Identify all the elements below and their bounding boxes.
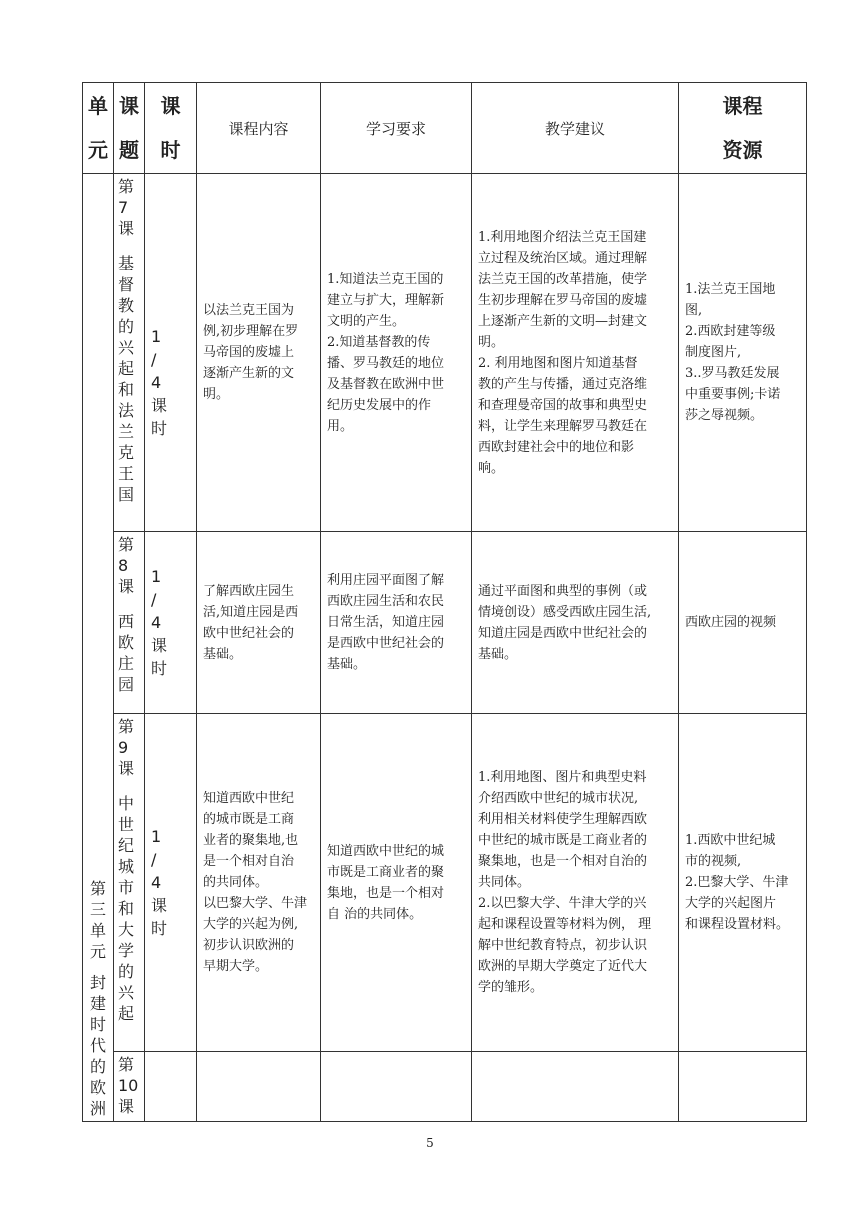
lesson-char: 9 (118, 738, 129, 757)
lesson-char: 克 (118, 443, 135, 462)
suggestions-cell (472, 1052, 679, 1122)
lesson-char: 欧 (118, 633, 135, 652)
header-suggestions: 教学建议 (472, 83, 679, 174)
requirements-cell: 1.知道法兰克王国的 建立与扩大，理解新 文明的产生。 2.知道基督教的传 播、罗马教廷的地位 及基督教在欧洲中世 纪历史发展中的作 用。 (321, 174, 472, 532)
lesson-char: 城 (118, 857, 135, 876)
header-hours-line: 时 (160, 138, 181, 162)
content-cell (197, 1052, 321, 1122)
hours-cell (145, 714, 197, 1052)
lesson-char: 纪 (118, 836, 135, 855)
lesson-char: 10 (118, 1076, 139, 1095)
header-unit (83, 83, 114, 174)
hours-char: 4 (151, 373, 162, 392)
header-row (83, 83, 807, 174)
suggestions-cell: 1.利用地图、图片和典型史料 介绍西欧中世纪的城市状况, 利用相关材料使学生理解西欧 中世纪的城市既是工商业者的 聚集地，也是一个相对自治的 共同体。 2.以巴黎大学、牛津大学的兴 起和课程设置等材料为例， 理 解中世纪教育特点，初步认识 欧洲的早期大学奠定了近代大 学的雏形。 (472, 714, 679, 1052)
header-hours (145, 83, 197, 174)
lesson-char: 兰 (118, 422, 135, 441)
lesson-title-cell (114, 174, 145, 532)
table-row (83, 1052, 807, 1122)
lesson-char: 基 (118, 254, 135, 273)
header-resources (679, 83, 807, 174)
lesson-char: 第 (118, 717, 135, 736)
unit-char: 元 (89, 942, 106, 961)
lesson-char: 大 (118, 920, 135, 939)
lesson-char: 法 (118, 401, 135, 420)
lesson-char: 7 (118, 198, 129, 217)
resources-cell: 1.西欧中世纪城 市的视频, 2.巴黎大学、牛津 大学的兴起图片 和课程设置材料。 (679, 714, 807, 1052)
lesson-char: 园 (118, 675, 135, 694)
lesson-char: 课 (118, 759, 135, 778)
hours-char: 4 (151, 613, 162, 632)
hours-char: 课 (151, 396, 168, 415)
lesson-char: 第 (118, 1055, 135, 1074)
hours-char: 1 (151, 567, 162, 586)
lesson-char (118, 597, 140, 611)
lesson-char: 起 (118, 359, 135, 378)
unit-name-cell (83, 174, 114, 1122)
header-unit-line: 单 (88, 94, 108, 118)
lesson-char: 庄 (118, 654, 135, 673)
unit-char: 时 (89, 1015, 106, 1034)
requirements-cell (321, 1052, 472, 1122)
hours-char: 时 (151, 919, 168, 938)
unit-char: 建 (89, 994, 106, 1013)
lesson-char: 的 (118, 317, 135, 336)
hours-char: / (151, 350, 157, 369)
content-cell: 了解西欧庄园生 活,知道庄园是西 欧中世纪社会的 基础。 (197, 532, 321, 714)
resources-cell: 1.法兰克王国地 图, 2.西欧封建等级 制度图片, 3..罗马教廷发展 中重要事例;卡诺 莎之辱视频。 (679, 174, 807, 532)
lesson-char: 学 (118, 941, 135, 960)
hours-char: 1 (151, 827, 162, 846)
unit-char: 封 (89, 973, 106, 992)
hours-char: 4 (151, 873, 162, 892)
hours-cell (145, 532, 197, 714)
lesson-char: 的 (118, 962, 135, 981)
lesson-char: 兴 (118, 338, 135, 357)
header-unit-line: 元 (88, 138, 108, 162)
hours-char: / (151, 850, 157, 869)
lesson-char: 和 (118, 899, 135, 918)
table-row (83, 714, 807, 1052)
unit-char: 第 (89, 879, 106, 898)
hours-char: 时 (151, 419, 168, 438)
lesson-char: 兴 (118, 983, 135, 1002)
content-cell: 以法兰克王国为 例,初步理解在罗 马帝国的废墟上 逐渐产生新的文 明。 (197, 174, 321, 532)
requirements-cell: 知道西欧中世纪的城 市既是工商业者的聚 集地，也是一个相对 自 治的共同体。 (321, 714, 472, 1052)
curriculum-table (82, 82, 807, 1122)
lesson-char: 教 (118, 296, 135, 315)
table-row (83, 174, 807, 532)
unit-char: 单 (89, 921, 106, 940)
lesson-char: 起 (118, 1004, 135, 1023)
resources-cell (679, 1052, 807, 1122)
lesson-char: 市 (118, 878, 135, 897)
header-resources-line: 课程 (722, 94, 763, 118)
header-resources-line: 资源 (722, 138, 763, 162)
header-lesson-line: 题 (119, 138, 139, 162)
hours-cell (145, 1052, 197, 1122)
page-number: 5 (426, 1136, 434, 1150)
hours-char: 课 (151, 636, 168, 655)
table-row (83, 532, 807, 714)
suggestions-cell: 通过平面图和典型的事例（或 情境创设）感受西欧庄园生活, 知道庄园是西欧中世纪社会的 基础。 (472, 532, 679, 714)
lesson-title-cell (114, 1052, 145, 1122)
lesson-title-cell (114, 714, 145, 1052)
header-content: 课程内容 (197, 83, 321, 174)
lesson-char: 世 (118, 815, 135, 834)
lesson-char: 课 (118, 219, 135, 238)
lesson-title-cell (114, 532, 145, 714)
unit-char: 代 (89, 1036, 106, 1055)
hours-char: 1 (151, 327, 162, 346)
lesson-char: 中 (118, 794, 135, 813)
lesson-char: 和 (118, 380, 135, 399)
suggestions-cell: 1.利用地图介绍法兰克王国建 立过程及统治区域。通过理解 法兰克王国的改革措施，使学 生初步理解在罗马帝国的废墟 上逐渐产生新的文明—封建文 明。 2. 利用地图和图片知道基督 教的产生与传播，通过克洛维 和查理曼帝国的故事和典型史 料，让学生来理解罗马教廷在 西欧封建社会中的地位和影 响。 (472, 174, 679, 532)
unit-char: 的 (89, 1057, 106, 1076)
lesson-char (118, 779, 140, 793)
header-lesson (114, 83, 145, 174)
lesson-char: 王 (118, 464, 135, 483)
hours-char: 时 (151, 659, 168, 678)
unit-char: 洲 (89, 1099, 106, 1118)
lesson-char (118, 239, 140, 253)
lesson-char: 西 (118, 612, 135, 631)
hours-cell (145, 174, 197, 532)
lesson-char: 第 (118, 535, 135, 554)
lesson-char: 课 (118, 1097, 135, 1116)
lesson-char: 课 (118, 577, 135, 596)
resources-cell: 西欧庄园的视频 (679, 532, 807, 714)
unit-char: 三 (89, 900, 106, 919)
lesson-char: 督 (118, 275, 135, 294)
lesson-char: 第 (118, 177, 135, 196)
header-lesson-line: 课 (119, 94, 139, 118)
lesson-char: 国 (118, 485, 135, 504)
header-requirements: 学习要求 (321, 83, 472, 174)
unit-char (83, 962, 113, 972)
header-hours-line: 课 (160, 94, 181, 118)
lesson-char: 8 (118, 556, 129, 575)
unit-char: 欧 (89, 1078, 106, 1097)
hours-char: 课 (151, 896, 168, 915)
content-cell: 知道西欧中世纪 的城市既是工商 业者的聚集地,也 是一个相对自治 的共同体。 以巴黎大学、牛津 大学的兴起为例, 初步认识欧洲的 早期大学。 (197, 714, 321, 1052)
hours-char: / (151, 590, 157, 609)
requirements-cell: 利用庄园平面图了解 西欧庄园生活和农民 日常生活，知道庄园 是西欧中世纪社会的 基础。 (321, 532, 472, 714)
